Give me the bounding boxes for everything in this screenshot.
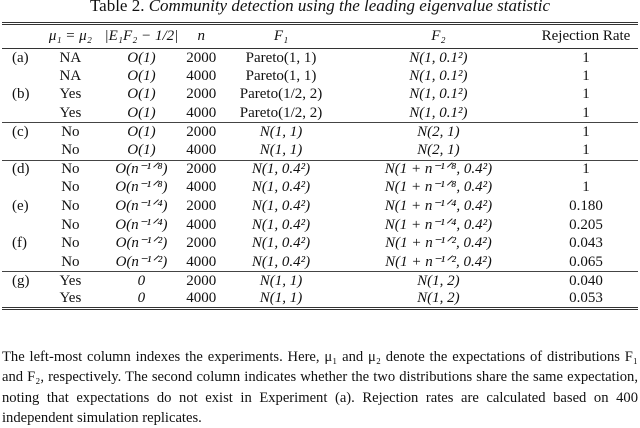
equal-means-cell: Yes	[59, 272, 82, 289]
equal-means-cell: Yes	[59, 290, 82, 307]
sample-size-cell: 4000	[186, 290, 217, 307]
table-row	[2, 141, 638, 160]
table-row	[2, 234, 638, 253]
experiment-label-cell: (b)	[12, 86, 30, 103]
f1-dist-cell: N(1, 0.4²)	[251, 216, 311, 233]
f2-dist-cell: N(1 + n⁻¹ᐟ⁸, 0.4²)	[384, 161, 493, 178]
mean-gap-cell: O(n⁻¹ᐟ⁴)	[115, 216, 168, 233]
f1-dist-cell: Pareto(1/2, 2)	[239, 104, 323, 121]
sample-size-cell: 2000	[186, 198, 217, 215]
equal-means-cell: No	[61, 253, 80, 270]
table-row	[2, 290, 638, 309]
equal-means-cell: No	[61, 198, 80, 215]
f2-dist-cell: N(1 + n⁻¹ᐟ², 0.4²)	[385, 253, 492, 270]
f2-dist-cell: N(1, 2)	[417, 290, 460, 307]
table-row	[2, 104, 638, 123]
experiment-label-cell: (g)	[12, 272, 30, 289]
header-experiment	[2, 24, 41, 49]
f2-dist-cell: N(1 + n⁻¹ᐟ⁸, 0.4²)	[384, 179, 493, 196]
experiment-label-cell: (d)	[12, 161, 30, 178]
rejection-rate-cell: 1	[582, 86, 590, 103]
table-title-text: Community detection using the leading eigenvalue statistic	[148, 0, 551, 15]
equal-means-cell: No	[61, 179, 80, 196]
experiment-label-cell	[2, 141, 41, 160]
results-table	[2, 22, 638, 310]
experiment-label-cell: (c)	[12, 123, 29, 140]
rejection-rate-cell: 1	[582, 104, 590, 121]
rejection-rate-cell: 0.205	[569, 216, 603, 233]
table-header	[2, 24, 638, 49]
table-caption: The left-most column indexes the experiments. Here, μ₁ and μ₂ denote the expectations of distributions F₁ and F₂, respectively. The second column indicates whether the two distributions share the same expectation, noting that expectations do not exist in Experiment (a). Rejection rates are calculated based on 400 independent simulation replicates.	[2, 349, 638, 426]
experiment-label-cell	[2, 179, 41, 198]
f1-dist-cell: N(1, 1)	[259, 272, 303, 289]
row-group	[2, 272, 638, 309]
f1-dist-cell: N(1, 1)	[259, 290, 303, 307]
f2-dist-cell: N(1 + n⁻¹ᐟ², 0.4²)	[385, 235, 492, 252]
f2-dist-cell: N(1, 2)	[417, 272, 460, 289]
row-group	[2, 123, 638, 160]
sample-size-cell: 2000	[186, 235, 217, 252]
f1-dist-cell: N(1, 1)	[259, 142, 303, 159]
experiment-label-cell	[2, 67, 41, 86]
rejection-rate-cell: 1	[582, 179, 590, 196]
f1-dist-cell: Pareto(1, 1)	[245, 67, 317, 84]
sample-size-cell: 2000	[186, 123, 217, 140]
equal-means-cell: Yes	[59, 86, 82, 103]
table-row	[2, 179, 638, 198]
sample-size-cell: 4000	[186, 216, 217, 233]
rejection-rate-cell: 1	[582, 67, 590, 84]
rejection-rate-cell: 0.040	[569, 272, 603, 289]
experiment-label-cell	[2, 104, 41, 123]
rejection-rate-cell: 0.043	[569, 235, 603, 252]
table-row	[2, 197, 638, 216]
header-row	[2, 24, 638, 49]
sample-size-cell: 4000	[186, 67, 217, 84]
table-row	[2, 272, 638, 291]
equal-means-cell: Yes	[59, 104, 82, 121]
equal-means-cell: NA	[59, 49, 82, 66]
sample-size-cell: 4000	[186, 253, 217, 270]
rejection-rate-cell: 1	[582, 49, 590, 66]
sample-size-cell: 2000	[186, 161, 217, 178]
sample-size-cell: 2000	[186, 272, 217, 289]
f2-dist-cell: N(1 + n⁻¹ᐟ⁴, 0.4²)	[384, 198, 493, 215]
table-title	[0, 0, 640, 16]
rejection-rate-cell: 0.053	[569, 290, 603, 307]
equal-means-cell: No	[61, 235, 80, 252]
rejection-rate-cell: 1	[582, 123, 590, 140]
rejection-rate-cell: 1	[582, 161, 590, 178]
rejection-rate-cell: 0.065	[569, 253, 603, 270]
equal-means-cell: No	[61, 123, 80, 140]
row-group	[2, 160, 638, 272]
experiment-label-cell	[2, 216, 41, 235]
sample-size-cell: 4000	[186, 142, 217, 159]
f2-dist-cell: N(1, 0.1²)	[409, 104, 468, 121]
experiment-label-cell: (f)	[12, 235, 27, 252]
f2-dist-cell: N(2, 1)	[417, 123, 460, 140]
f2-dist-cell: N(1 + n⁻¹ᐟ⁴, 0.4²)	[384, 216, 493, 233]
mean-gap-cell: O(1)	[127, 49, 156, 66]
sample-size-cell: 2000	[186, 86, 217, 103]
header-equal-means: μ₁ = μ₂	[48, 28, 92, 44]
mean-gap-cell: O(n⁻¹ᐟ⁸)	[115, 179, 168, 196]
mean-gap-cell: O(1)	[127, 123, 156, 140]
table-row	[2, 253, 638, 272]
table-row	[2, 67, 638, 86]
header-mean-gap: |E₁F₂ − 1/2|	[104, 28, 179, 44]
table-number: Table 2.	[89, 0, 145, 15]
f2-dist-cell: N(1, 0.1²)	[409, 86, 468, 103]
f1-dist-cell: Pareto(1, 1)	[245, 49, 317, 66]
experiment-label-cell	[2, 253, 41, 272]
experiment-label-cell: (a)	[12, 49, 29, 66]
rejection-rate-cell: 0.180	[569, 198, 603, 215]
table-row	[2, 160, 638, 179]
mean-gap-cell: 0	[137, 272, 146, 289]
mean-gap-cell: O(1)	[127, 142, 156, 159]
header-rejection-rate: Rejection Rate	[541, 28, 631, 44]
row-group	[2, 49, 638, 123]
experiment-label-cell	[2, 290, 41, 309]
sample-size-cell: 4000	[186, 104, 217, 121]
equal-means-cell: No	[61, 216, 80, 233]
rejection-rate-cell: 1	[582, 142, 590, 159]
f1-dist-cell: N(1, 0.4²)	[251, 179, 311, 196]
table-row	[2, 216, 638, 235]
f1-dist-cell: N(1, 0.4²)	[251, 161, 311, 178]
mean-gap-cell: O(n⁻¹ᐟ²)	[115, 253, 168, 270]
f1-dist-cell: N(1, 0.4²)	[251, 235, 311, 252]
mean-gap-cell: O(n⁻¹ᐟ²)	[115, 235, 168, 252]
sample-size-cell: 4000	[186, 179, 217, 196]
f2-dist-cell: N(1, 0.1²)	[409, 67, 468, 84]
table-row	[2, 49, 638, 68]
table-row	[2, 86, 638, 105]
mean-gap-cell: O(1)	[127, 67, 156, 84]
f1-dist-cell: N(1, 0.4²)	[251, 253, 311, 270]
equal-means-cell: No	[61, 161, 80, 178]
f1-dist-cell: N(1, 1)	[259, 123, 303, 140]
header-n: n	[197, 28, 206, 44]
mean-gap-cell: O(n⁻¹ᐟ⁴)	[115, 198, 168, 215]
mean-gap-cell: 0	[137, 290, 146, 307]
f1-dist-cell: N(1, 0.4²)	[251, 198, 311, 215]
f2-dist-cell: N(2, 1)	[417, 142, 460, 159]
equal-means-cell: No	[61, 142, 80, 159]
mean-gap-cell: O(n⁻¹ᐟ⁸)	[115, 161, 168, 178]
mean-gap-cell: O(1)	[127, 86, 156, 103]
equal-means-cell: NA	[59, 67, 82, 84]
experiment-label-cell: (e)	[12, 198, 29, 215]
header-f2: F₂	[431, 28, 446, 44]
table-row	[2, 123, 638, 142]
sample-size-cell: 2000	[186, 49, 217, 66]
f1-dist-cell: Pareto(1/2, 2)	[239, 86, 323, 103]
f2-dist-cell: N(1, 0.1²)	[409, 49, 468, 66]
header-f1: F₁	[273, 28, 289, 44]
mean-gap-cell: O(1)	[127, 104, 156, 121]
